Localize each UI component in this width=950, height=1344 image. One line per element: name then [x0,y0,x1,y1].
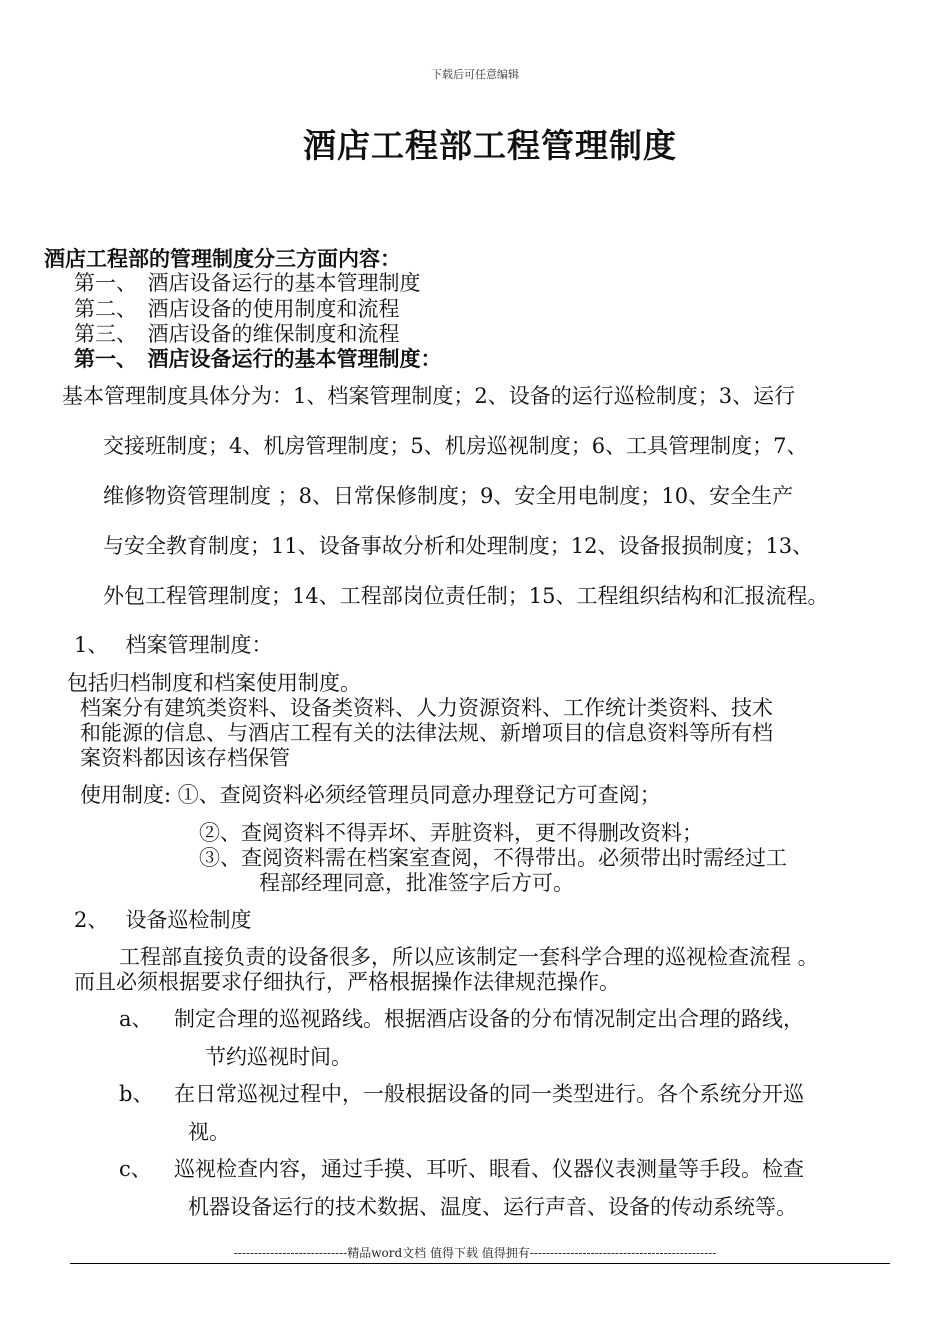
footer-note: ----------------------------精品word文档 值得下载 值得拥有---------------------------------------------- [233,1246,717,1260]
archive-line-1: 包括归档制度和档案使用制度。 [67,671,361,695]
intro-item-3: 第三、 酒店设备的维保制度和流程 [74,322,400,346]
header-note: 下载后可任意编辑 [431,68,519,81]
section1-list-line-5: 外包工程管理制度；14、工程部岗位责任制；15、工程组织结构和汇报流程。 [103,584,829,608]
inspection-item-a-line-2: 节约巡视时间。 [205,1045,352,1069]
archive-para-line-1: 档案分有建筑类资料、设备类资料、人力资源资料、工作统计类资料、技术 [80,696,773,720]
inspection-item-a-marker: a、 [119,1007,153,1031]
intro-item-2: 第二、 酒店设备的使用制度和流程 [74,297,400,321]
archive-usage-3: ③、查阅资料需在档案室查阅，不得带出。必须带出时需经过工 [199,846,787,870]
inspection-item-a-line-1: 制定合理的巡视路线。根据酒店设备的分布情况制定出合理的路线， [174,1007,804,1031]
intro-heading: 酒店工程部的管理制度分三方面内容： [44,246,401,271]
archive-usage-1: 使用制度: ①、查阅资料必须经管理员同意办理登记方可查阅； [80,783,661,807]
inspection-item-b-line-2: 视。 [188,1120,230,1144]
section1-list-line-1: 基本管理制度具体分为：1、档案管理制度；2、设备的运行巡检制度；3、运行 [62,384,796,408]
inspection-heading: 2、 设备巡检制度 [74,908,252,932]
archive-para-line-3: 案资料都因该存档保管 [80,746,290,770]
document-title: 酒店工程部工程管理制度 [303,126,677,165]
inspection-para-2: 而且必须根据要求仔细执行，严格根据操作法律规范操作。 [74,970,620,994]
archive-para-line-2: 和能源的信息、与酒店工程有关的法律法规、新增项目的信息资料等所有档 [80,721,773,745]
inspection-item-c-line-2: 机器设备运行的技术数据、温度、运行声音、设备的传动系统等。 [188,1195,797,1219]
inspection-item-c-line-1: 巡视检查内容，通过手摸、耳听、眼看、仪器仪表测量等手段。检查 [174,1157,804,1181]
section1-list-line-2: 交接班制度；4、机房管理制度；5、机房巡视制度；6、工具管理制度；7、 [103,434,808,458]
section1-heading: 第一、 酒店设备运行的基本管理制度： [74,346,442,371]
inspection-item-b-marker: b、 [119,1082,154,1106]
inspection-para-1: 工程部直接负责的设备很多，所以应该制定一套科学合理的巡视检查流程 。 [119,945,819,969]
archive-usage-3b: 程部经理同意，批准签字后方可。 [259,871,574,895]
footer-rule [70,1263,890,1264]
archive-heading: 1、 档案管理制度： [74,633,273,657]
section1-list-line-4: 与安全教育制度；11、设备事故分析和处理制度；12、设备报损制度；13、 [103,534,814,558]
inspection-item-b-line-1: 在日常巡视过程中，一般根据设备的同一类型进行。各个系统分开巡 [174,1082,804,1106]
inspection-item-c-marker: c、 [119,1157,152,1181]
archive-usage-2: ②、查阅资料不得弄坏、弄脏资料，更不得删改资料； [199,821,703,845]
section1-list-line-3: 维修物资管理制度 ；8、日常保修制度；9、安全用电制度；10、安全生产 [103,484,794,508]
intro-item-1: 第一、 酒店设备运行的基本管理制度 [74,271,421,295]
